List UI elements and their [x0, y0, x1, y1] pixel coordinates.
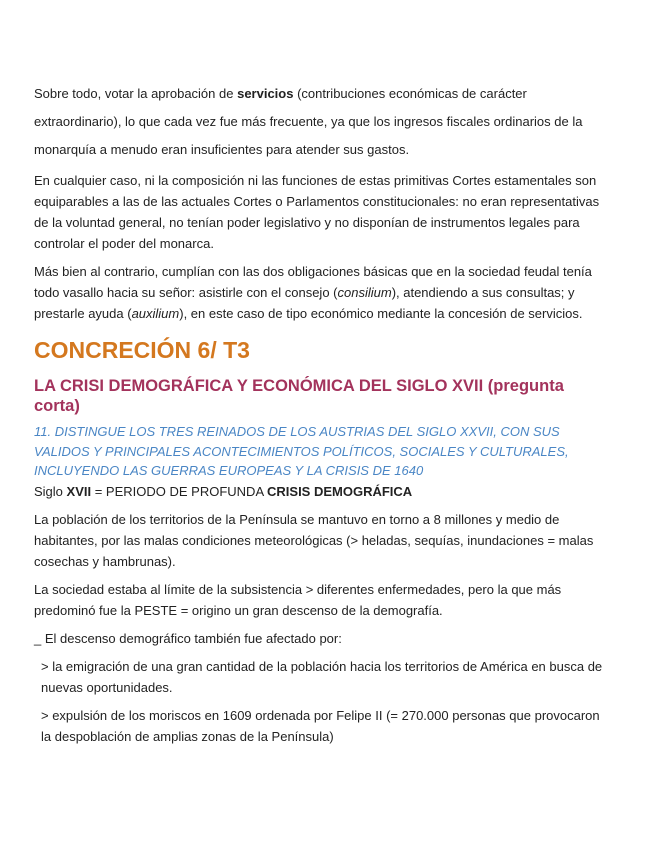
question-text: 11. DISTINGUE LOS TRES REINADOS DE LOS AUSTRIAS DEL SIGLO XXVII, CON SUS VALIDOS Y PRINCIPALES ACONTECIMIENTOS POLÍTICOS, SOCIALES Y CULTURALES, INCLUYENDO LAS GUERRAS EUROPEAS Y LA CRISIS DE 1640 — [34, 424, 569, 478]
paragraph-poblacion: La población de los territorios de la Península se mantuvo en torno a 8 millones y medio de habitantes, por las malas condiciones meteorológicas (> heladas, sequías, inundaciones = malas cosechas y hambrunas). — [34, 511, 594, 569]
bullet-emigracion: > la emigración de una gran cantidad de la población hacia los territorios de América en busca de nuevas oportunidades. — [41, 658, 603, 695]
siglo-line — [34, 481, 605, 502]
bullet-expulsion: > expulsión de los moriscos en 1609 ordenada por Felipe II (= 270.000 personas que provocaron la despoblación de amplias zonas de la Península) — [41, 707, 600, 744]
paragraph-sociedad: La sociedad estaba al límite de la subsistencia > diferentes enfermedades, pero la que más predominó fue la PESTE = origino un gran descenso de la demografía. — [34, 581, 562, 618]
text-run: = PERIODO DE PROFUNDA — [91, 483, 268, 499]
paragraph-obligaciones — [34, 261, 605, 324]
paragraph-cortes: En cualquier caso, ni la composición ni las funciones de estas primitivas Cortes estamentales son equiparables a las de las actuales Cortes o Parlamentos constitucionales: no eran representativas de la voluntad general, no tenían poder legislativo y no disponían de instrumentos legales para controlar el poder del monarca. — [34, 173, 600, 251]
italic-term-auxilium: auxilium — [131, 306, 180, 321]
text-run: ), atendiendo a sus consultas; y prestarle ayuda ( — [34, 285, 575, 321]
text-run: (contribuciones económicas de carácter extraordinario), lo que cada vez fue más frecuente, ya que los ingresos fiscales ordinarios de la monarquía a menudo eran insuficientes para atender sus gastos. — [34, 86, 583, 157]
text-run: ), en este caso de tipo económico mediante la concesión de servicios. — [179, 306, 583, 321]
section-heading: CONCRECIÓN 6/ T3 — [34, 337, 250, 363]
paragraph-servicios — [34, 80, 605, 164]
text-run: Siglo — [34, 483, 67, 499]
bold-term-crisis: CRISIS DEMOGRÁFICA — [267, 483, 413, 499]
paragraph-descenso: _ El descenso demográfico también fue afectado por: — [34, 630, 342, 646]
bold-term-servicios: servicios — [237, 86, 294, 101]
text-run: Más bien al contrario, cumplían con las dos obligaciones básicas que en la sociedad feudal tenía todo vasallo hacia su señor: asistirle con el consejo ( — [34, 264, 592, 300]
text-run: Sobre todo, votar la aprobación de — [34, 86, 238, 101]
section-subheading: LA CRISI DEMOGRÁFICA Y ECONÓMICA DEL SIGLO XVII (pregunta corta) — [34, 377, 564, 415]
bold-term-xvii: XVII — [66, 483, 92, 499]
italic-term-consilium: consilium — [337, 285, 392, 300]
